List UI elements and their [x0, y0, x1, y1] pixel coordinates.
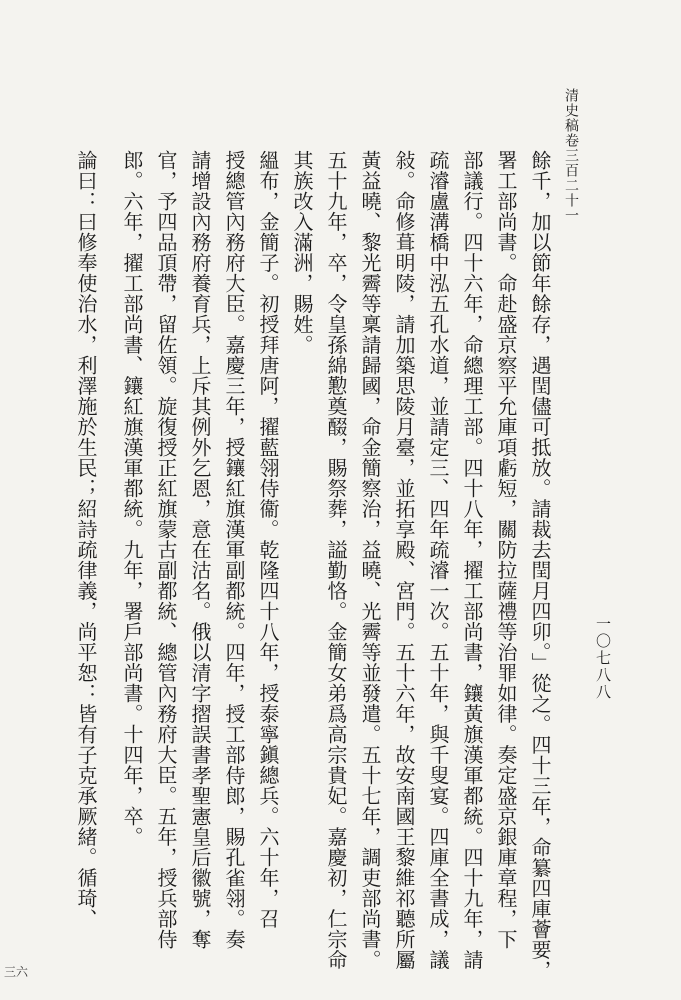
text-column: 授總管內務府大臣。嘉慶三年，授鑲紅旗漢軍副都統。四年，授工部侍郎，賜孔雀翎。奏 — [222, 150, 246, 950]
text-column: 署工部尚書。命赴盛京察平允庫項虧短，關防拉薩禮等治罪如律。奏定盛京銀庫章程，下 — [494, 150, 518, 950]
text-column: 黃益曉、黎光霽等稟請歸國，命金簡察治，益曉、光霽等並發遣。五十七年，調吏部尚書。 — [358, 150, 382, 970]
text-column: 五十九年，卒，令皇孫綿懃奠醊，賜祭葬，謚勤恪。金簡女弟爲高宗貴妃。嘉慶初，仁宗命 — [324, 150, 348, 970]
text-column: 郎。六年，擢工部尚書、鑲紅旗漢軍都統。九年，署戶部尚書。十四年，卒。 — [120, 150, 144, 847]
text-column: 其族改入滿洲，賜姓。 — [290, 150, 314, 355]
text-column: 縕布，金簡子。初授拜唐阿，擢藍翎侍衞。乾隆四十八年，授泰寧鎭總兵。六十年，召 — [256, 150, 280, 929]
main-text — [69, 150, 557, 980]
running-head: 清史稿卷三百二十一 — [563, 88, 579, 223]
text-column: 餘千，加以節年餘存，遇閏儘可抵放。請裁去閏月四卯。」從之。四十三年，命纂四庫薈要， — [528, 150, 552, 981]
text-column: 部議行。四十六年，命總理工部。四十八年，擢工部尚書，鑲黃旗漢軍都統。四十九年，請 — [460, 150, 484, 970]
column-gap — [103, 150, 115, 980]
commentary-column: 論曰：曰修奉使治水，利澤施於生民；紹詩疏律義，尚平恕：皆有子克承厥緒。循琦、 — [74, 150, 98, 929]
text-column: 請增設內務府養育兵，上斥其例外乞恩，意在沽名。俄以清字摺誤書孝聖憲皇后徽號，奪 — [188, 150, 212, 950]
text-column: 敍。命修葺明陵，請加築思陵月臺，並拓享殿、宮門。五十六年，故安南國王黎維祁聽所屬 — [392, 150, 416, 970]
text-column: 官，予四品頂帶，留佐領。旋復授正紅旗蒙古副都統、總管內務府大臣。五年，授兵部侍 — [154, 150, 178, 950]
page-number: 一〇七八八 — [594, 616, 612, 701]
text-column: 疏濬盧溝橋中泓五孔水道，並請定三、四年疏濬一次。五十年，與千叟宴。四庫全書成，議 — [426, 150, 450, 970]
margin-mark: 三六 — [4, 965, 29, 979]
